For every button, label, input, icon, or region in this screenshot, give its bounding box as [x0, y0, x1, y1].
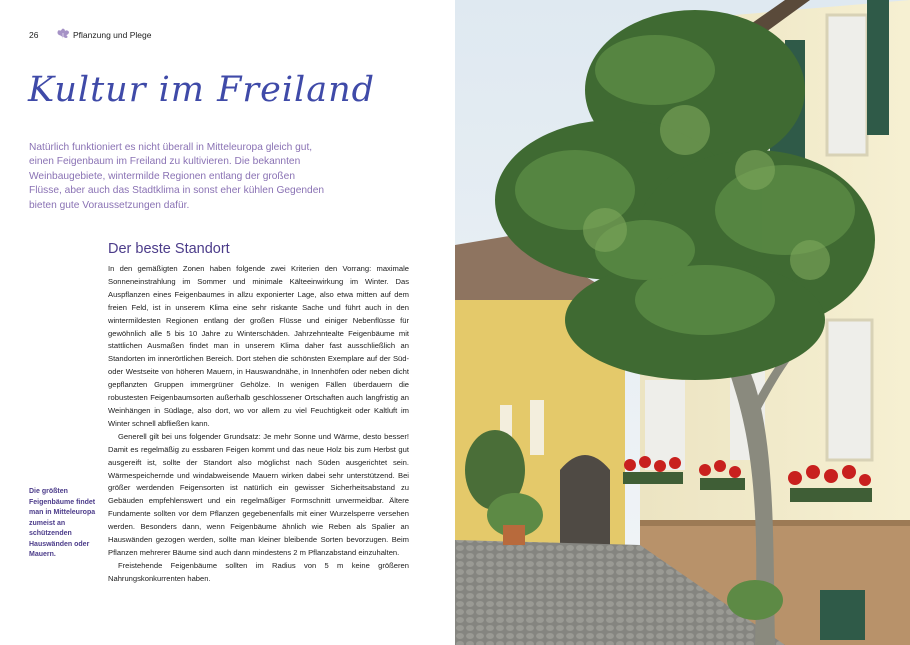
paragraph: Generell gilt bei uns folgender Grundsatz: Je mehr Sonne und Wärme, desto besser! Damit es regelmäßig zu essbaren Feigen kommt und das neue Holz bis zum Herbst gut ausgereift ist, sollte der Standort also möglichst nach Süden ausgerichtet sein. Wärmespeichernde und windabweisende Mauern wirken dabei sehr unterstützend. Bei größer werdenden Feigensorten ist natürlich ein gewisser Sicherheitsabstand zu Gebäuden empfehlenswert und ein regelmäßiger Formschnitt unvermeidbar. Ältere Fundamente sollten vor dem Pflanzen gegebenenfalls mit einer Wurzelsperre versehen werden. Besonders dann, wenn Feigenbäume ähnlich wie Reben als Spalier an Hauswänden gezogen werden, sollte man kleiner bleibende Sorten bevorzugen. Beim Pflanzen mehrerer Bäume sind auch dann mindestens 2 m Pflanzabstand einzuhalten. — [108, 431, 409, 557]
intro-text: Natürlich funktioniert es nicht überall in Mitteleuropa gleich gut, einen Feigenbaum im Freiland zu kultivieren. Die bekannten Weinbaugebiete, wintermilde Regionen entlang der großen Flüsse, aber auch das Stadtklima in sonst eher kühlen Gegenden bieten gute Voraussetzungen dafür. — [29, 142, 325, 211]
section-heading: Der beste Standort — [108, 241, 230, 257]
fig-leaf-icon — [56, 27, 70, 41]
page-number: 26 — [29, 30, 39, 40]
section-label: Pflanzung und Plege — [73, 30, 152, 40]
photo-fig-tree — [455, 0, 910, 645]
page-title: Kultur im Freiland — [28, 70, 376, 110]
paragraph: Freistehende Feigenbäume sollten im Radius von 5 m keine größeren Nahrungskonkurrenten haben. — [108, 560, 409, 583]
paragraph: In den gemäßigten Zonen haben folgende zwei Kriterien den Vorrang: maximale Sonneneinstrahlung im Sommer und minimale Kälteeinwirkung im Winter. Das Auspflanzen eines Feigenbaumes in allzu exponierter Lage, also etwa mitten auf dem freien Feld, ist in unserem Klima eine sehr riskante Sache und führt auch in den wintermildesten Regionen entlang der großen Flüsse und einiger Nebenflüsse für gewöhnlich alle 5 bis 10 Jahre zu Winterschäden. Jahrzehntealte Feigenbäume mit stattlichen Ausmaßen findet man in unserem Klima daher fast ausschließlich an Standorten im innerörtlichen Bereich. Dort stehen die schönsten Exemplare auf der Süd- oder Westseite von höheren Mauern, in Hauswandnähe, in Innenhöfen oder neben dicht gepflanzten Gruppen immergrüner Gehölze. In wenigen Fällen überdauern die robustesten Feigenbaumsorten außerhalb geschlossener Ortschaften auch langfristig an Weinhängen in Südlage, also dort, wo vor allem zu viel Feuchtigkeit oder Kaltluft im Winter schnell abfließen kann. — [108, 264, 409, 428]
photo-illustration — [455, 0, 910, 645]
image-caption: Die größten Feigenbäume findet man in Mitteleuropa zumeist an schützenden Hauswänden oder Mauern. — [29, 488, 96, 558]
body-text — [108, 263, 409, 586]
